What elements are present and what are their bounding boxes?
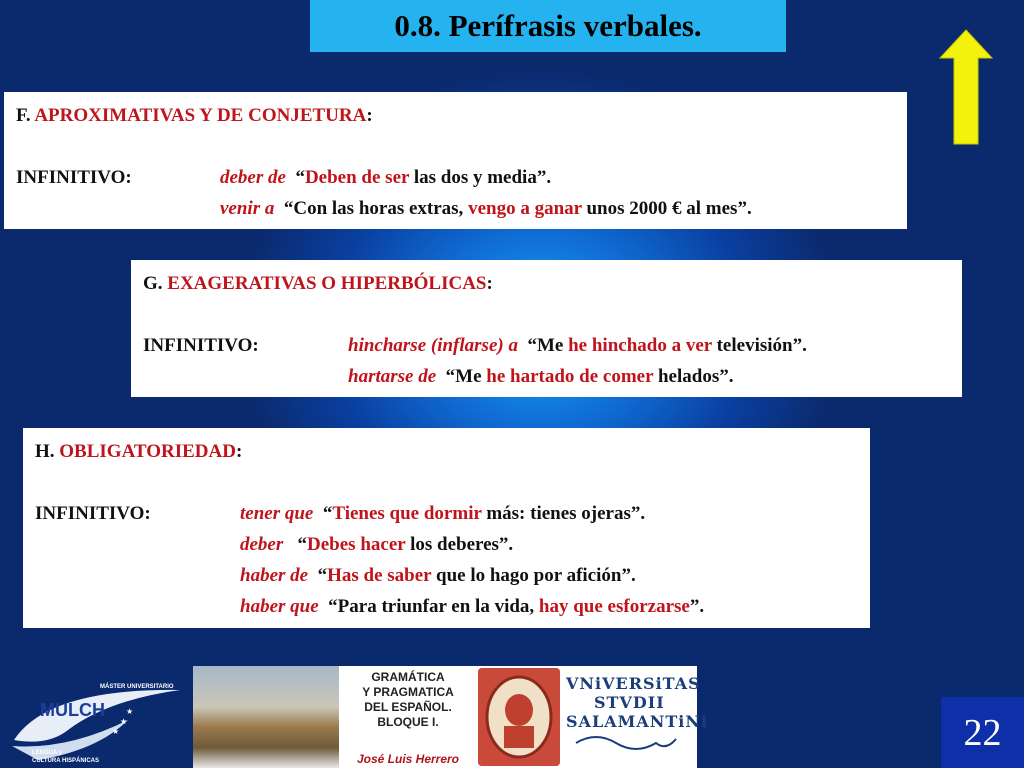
example-row: INFINITIVO: hincharse (inflarse) a “Me he hinchado a ver televisión”. xyxy=(143,330,962,361)
example-row: haber que “Para triunfar en la vida, hay que esforzarse”. xyxy=(240,596,705,617)
svg-text:★: ★ xyxy=(126,707,134,716)
university-building-photo xyxy=(193,666,339,768)
svg-text:★: ★ xyxy=(120,717,128,726)
mulch-sub1: LENGUA y xyxy=(32,750,63,756)
infinitivo-label: INFINITIVO: xyxy=(16,167,132,188)
example-row: hartarse de “Me he hartado de comer helados”. xyxy=(348,366,734,387)
mulch-name: MULCH xyxy=(40,700,105,720)
universitas-logo: VNiVERSiTAS STVDII SALAMANTiNi xyxy=(566,674,694,757)
up-arrow-icon[interactable] xyxy=(938,28,994,146)
example-row: INFINITIVO: tener que “Tienes que dormir más: tienes ojeras”. xyxy=(35,498,870,529)
example-row: deber “Debes hacer los deberes”. xyxy=(240,534,514,555)
mulch-sub2: CULTURA HISPÁNICAS xyxy=(32,758,99,764)
mulch-top: MÁSTER UNIVERSITARIO xyxy=(100,684,174,690)
book-title: GRAMÁTICA Y PRAGMATICA DEL ESPAÑOL. BLOQUE I. xyxy=(362,670,454,729)
slide-title: 0.8. Perífrasis verbales. xyxy=(310,0,786,52)
svg-text:★: ★ xyxy=(112,727,120,736)
box-heading: H. OBLIGATORIEDAD: xyxy=(35,441,243,462)
example-row: INFINITIVO: deber de “Deben de ser las dos y media”. xyxy=(16,162,907,193)
box-aproximativas xyxy=(4,92,907,229)
box-exagerativas xyxy=(131,260,962,397)
infinitivo-label: INFINITIVO: xyxy=(35,503,151,524)
example-row: haber de “Has de saber que lo hago por afición”. xyxy=(240,565,636,586)
box-heading: G. EXAGERATIVAS O HIPERBÓLICAS: xyxy=(143,273,493,294)
example-row: venir a “Con las horas extras, vengo a ganar unos 2000 € al mes”. xyxy=(220,198,752,219)
nebrija-seal-image xyxy=(478,668,560,766)
page-number: 22 xyxy=(941,697,1024,768)
box-obligatoriedad xyxy=(23,428,870,628)
mulch-logo xyxy=(8,680,184,768)
box-heading: F. APROXIMATIVAS Y DE CONJETURA: xyxy=(16,105,373,126)
infinitivo-label: INFINITIVO: xyxy=(143,335,259,356)
author-name: José Luis Herrero xyxy=(356,752,460,766)
